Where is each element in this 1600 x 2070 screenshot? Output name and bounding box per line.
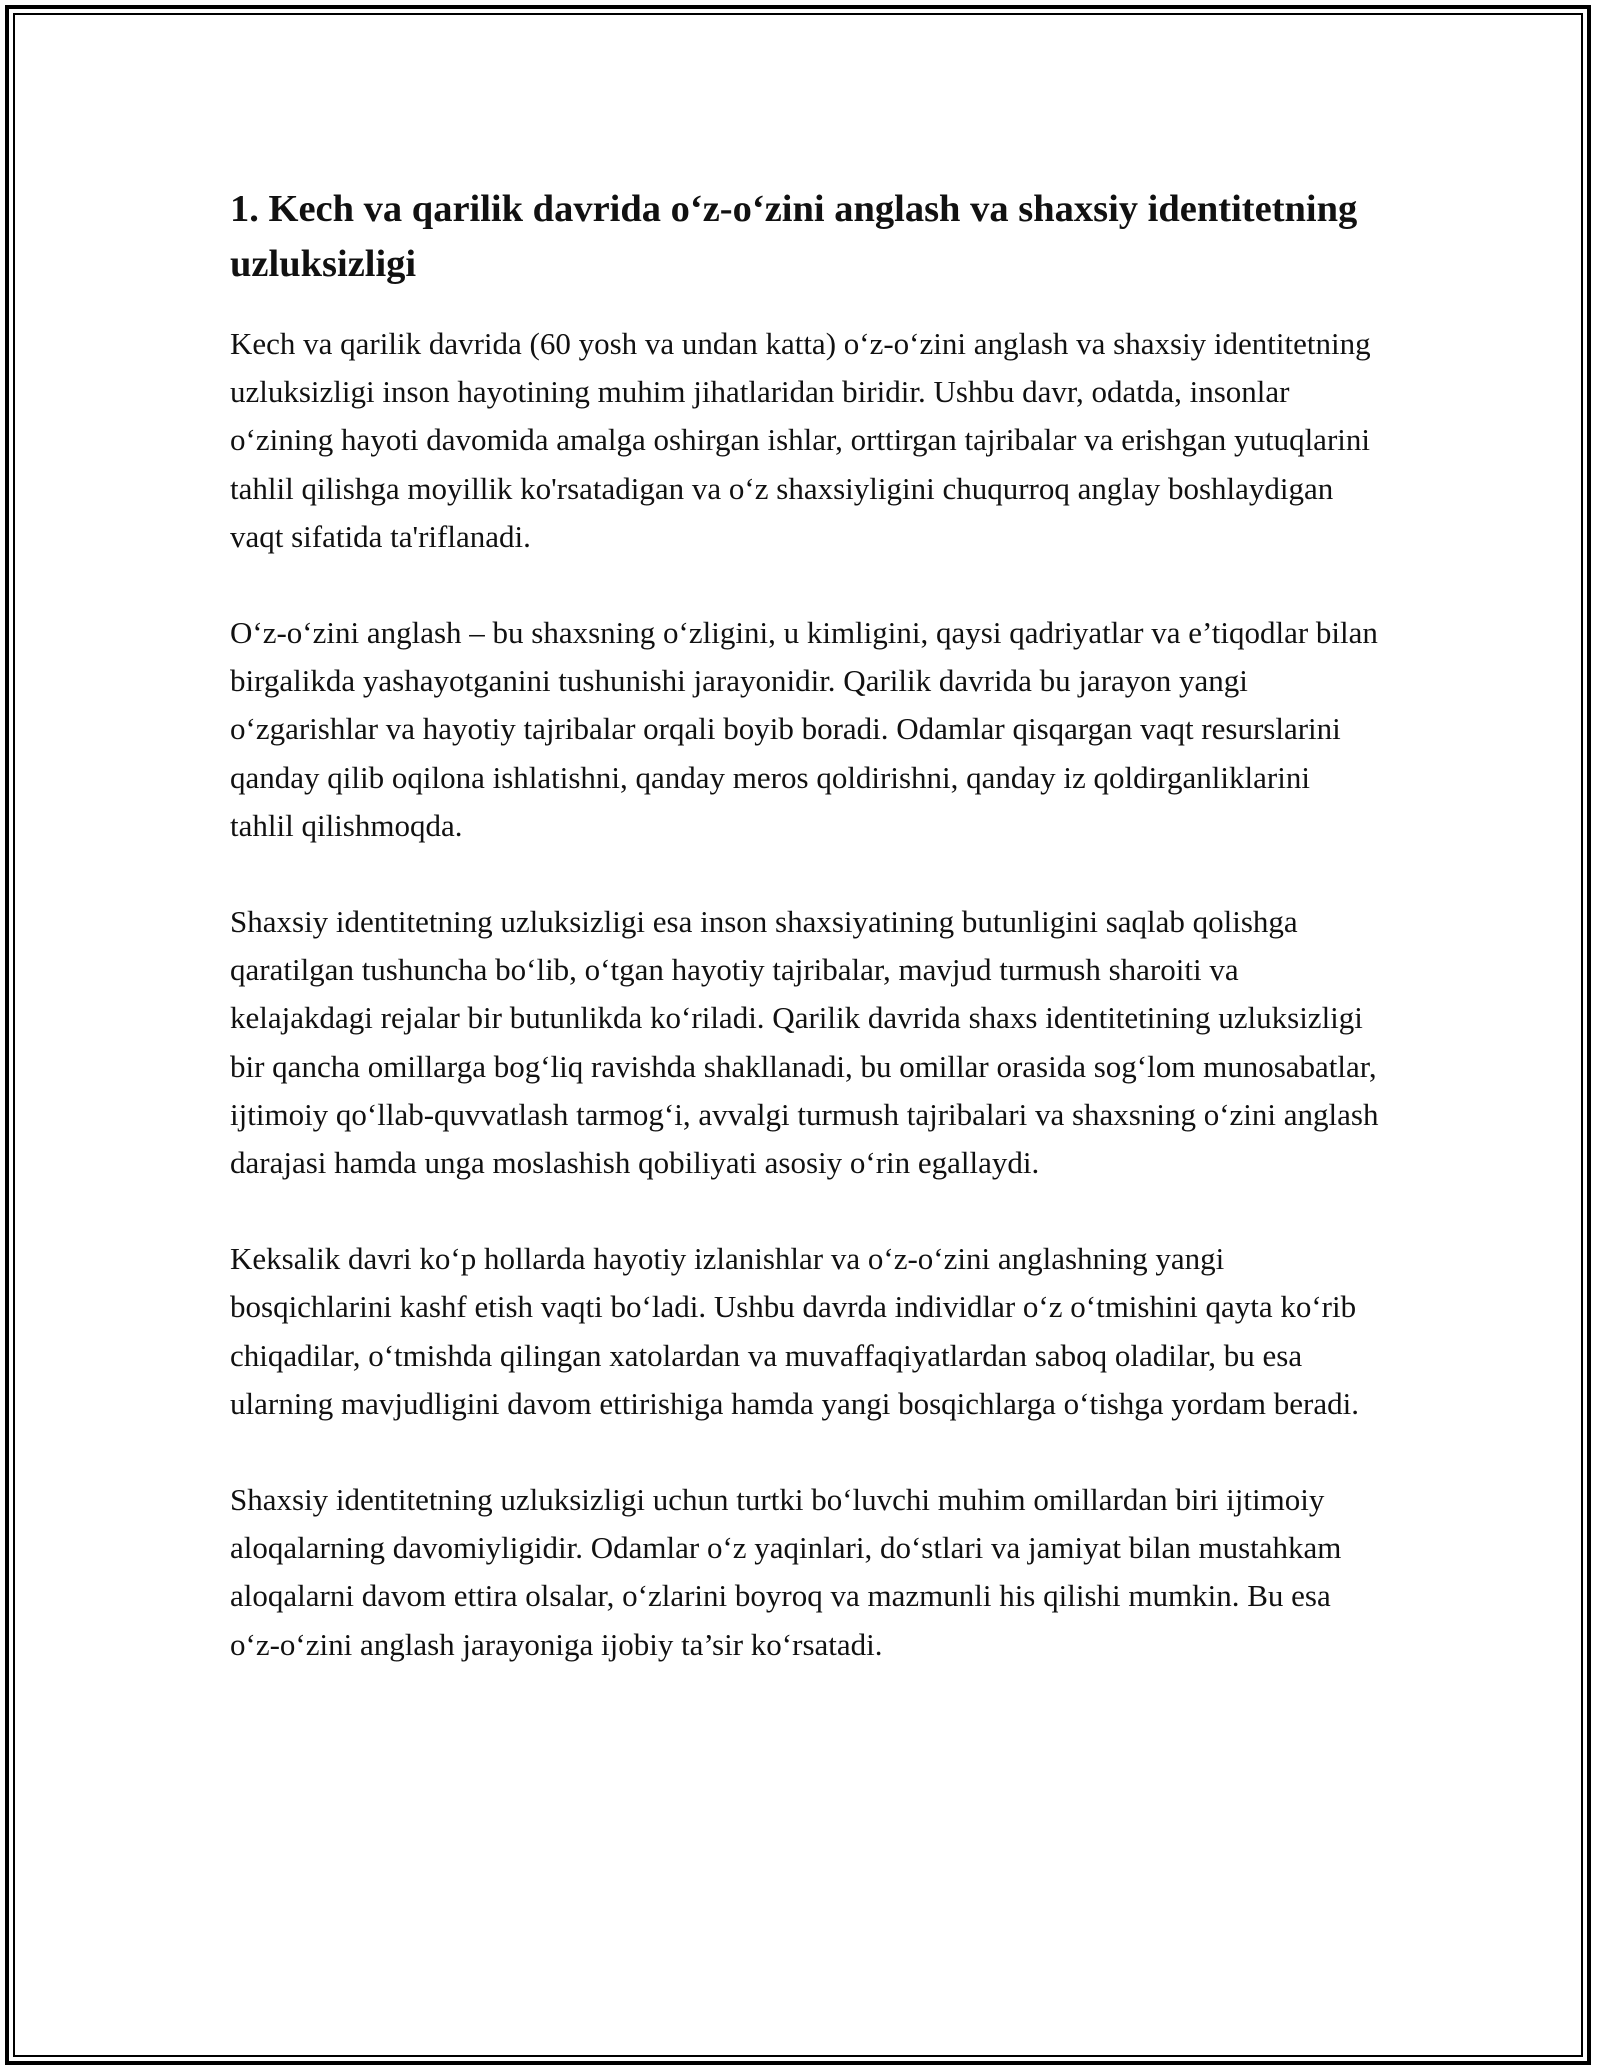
document-body: [230, 182, 1380, 1717]
paragraph-1: Kech va qarilik davrida (60 yosh va undan katta) o‘z-o‘zini anglash va shaxsiy identitetning uzluksizligi inson hayotining muhim jihatlaridan biridir. Ushbu davr, odatda, insonlar o‘zining hayoti davomida amalga oshirgan ishlar, orttirgan tajribalar va erishgan yutuqlarini tahlil qilishga moyillik ko'rsatadigan va o‘z shaxsiyligini chuqurroq anglay boshlaydigan vaqt sifatida ta'riflanadi.: [230, 326, 1371, 554]
paragraph-3: Shaxsiy identitetning uzluksizligi esa inson shaxsiyatining butunligini saqlab qolishga qaratilgan tushuncha bo‘lib, o‘tgan hayotiy tajribalar, mavjud turmush sharoiti va kelajakdagi rejalar bir butunlikda ko‘riladi. Qarilik davrida shaxs identitetining uzluksizligi bir qancha omillarga bog‘liq ravishda shakllanadi, bu omillar orasida sog‘lom munosabatlar, ijtimoiy qo‘llab-quvvatlash tarmog‘i, avvalgi turmush tajribalari va shaxsning o‘zini anglash darajasi hamda unga moslashish qobiliyati asosiy o‘rin egallaydi.: [230, 904, 1379, 1181]
paragraph-5: Shaxsiy identitetning uzluksizligi uchun turtki bo‘luvchi muhim omillardan biri ijtimoiy aloqalarning davomiyligidir. Odamlar o‘z yaqinlari, do‘stlari va jamiyat bilan mustahkam aloqalarni davom ettira olsalar, o‘zlarini boyroq va mazmunli his qilishi mumkin. Bu esa o‘z-o‘zini anglash jarayoniga ijobiy ta’sir ko‘rsatadi.: [230, 1482, 1342, 1662]
section-heading: 1. Kech va qarilik davrida o‘z-o‘zini anglash va shaxsiy identitetning uzluksizligi: [230, 188, 1358, 285]
paragraph-4: Keksalik davri ko‘p hollarda hayotiy izlanishlar va o‘z-o‘zini anglashning yangi bosqichlarini kashf etish vaqti bo‘ladi. Ushbu davrda individlar o‘z o‘tmishini qayta ko‘rib chiqadilar, o‘tmishda qilingan xatolardan va muvaffaqiyatlardan saboq oladilar, bu esa ularning mavjudligini davom ettirishiga hamda yangi bosqichlarga o‘tishga yordam beradi.: [230, 1241, 1359, 1421]
paragraph-2: O‘z-o‘zini anglash – bu shaxsning o‘zligini, u kimligini, qaysi qadriyatlar va e’tiqodlar bilan birgalikda yashayotganini tushunishi jarayonidir. Qarilik davrida bu jarayon yangi o‘zgarishlar va hayotiy tajribalar orqali boyib boradi. Odamlar qisqargan vaqt resurslarini qanday qilib oqilona ishlatishni, qanday meros qoldirishni, qanday iz qoldirganliklarini tahlil qilishmoqda.: [230, 615, 1378, 843]
